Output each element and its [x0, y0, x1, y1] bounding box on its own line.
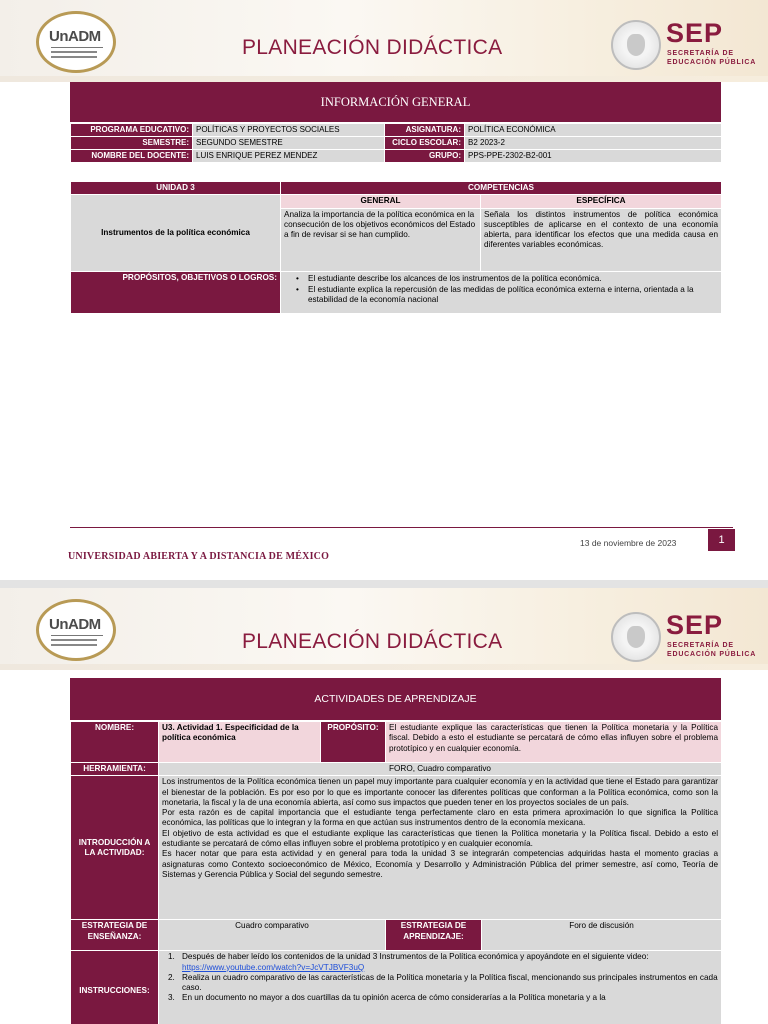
- instruction-text: Después de haber leído los contenidos de la unidad 3 Instrumentos de la Política económica y apoyándote en el siguiente video:: [182, 952, 649, 962]
- estrategia-ensenanza-value: Cuadro comparativo: [159, 920, 386, 951]
- herramienta-value: FORO, Cuadro comparativo: [159, 763, 722, 776]
- unadm-logo: [36, 11, 116, 73]
- propositos-list: [284, 274, 718, 306]
- actividades-table: [70, 721, 722, 1024]
- estrategia-aprendizaje-label: ESTRATEGIA DE APRENDIZAJE:: [386, 920, 482, 951]
- info-row: [71, 150, 722, 163]
- info-label: ASIGNATURA:: [385, 124, 465, 137]
- list-item: • El estudiante describe los alcances de los instrumentos de la política económica.: [284, 274, 718, 284]
- actividades-heading: ACTIVIDADES DE APRENDIZAJE: [70, 678, 721, 720]
- national-seal-icon: [611, 612, 661, 662]
- competencias-table: [70, 181, 722, 314]
- video-link[interactable]: https://www.youtube.com/watch?v=JcVTJBVF3uQ: [182, 962, 365, 972]
- page-number: 1: [708, 529, 735, 551]
- intro-paragraph: El objetivo de esta actividad es que el estudiante explique las características que tienen la Política monetaria y la Política fiscal. Debido a esto el estudiante se percatará de cómo ellas influyen sobre el problema prototípico y en cualquier economía.: [162, 828, 719, 849]
- info-row: [71, 137, 722, 150]
- info-value: B2 2023-2: [465, 137, 722, 150]
- instruction-text: En un documento no mayor a dos cuartillas da tu opinión acerca de cómo considerarías a la Política monetaria y a la: [182, 993, 606, 1003]
- nombre-label: NOMBRE:: [71, 722, 159, 763]
- proposito-label: PROPÓSITO:: [321, 722, 386, 763]
- list-item: [162, 973, 718, 994]
- logo-text: UnADM: [49, 28, 101, 45]
- info-general-heading: INFORMACIÓN GENERAL: [70, 82, 721, 122]
- info-label: CICLO ESCOLAR:: [385, 137, 465, 150]
- competencias-header: COMPETENCIAS: [281, 182, 722, 195]
- national-seal-icon: [611, 20, 661, 70]
- sep-subtitle-1: SECRETARÍA DE: [667, 642, 734, 649]
- info-value: SEGUNDO SEMESTRE: [193, 137, 385, 150]
- footer-divider: [70, 527, 733, 528]
- list-item: [162, 993, 718, 1003]
- intro-text: [159, 776, 722, 920]
- sep-logo-text: SEP: [666, 610, 724, 640]
- sep-subtitle-2: EDUCACIÓN PÚBLICA: [667, 651, 757, 658]
- instrucciones-list: [162, 952, 718, 1003]
- list-number: 2.: [168, 972, 175, 982]
- info-label: SEMESTRE:: [71, 137, 193, 150]
- propositos-label: PROPÓSITOS, OBJETIVOS O LOGROS:: [71, 271, 281, 313]
- info-value: POLÍTICAS Y PROYECTOS SOCIALES: [193, 124, 385, 137]
- info-value: POLÍTICA ECONÓMICA: [465, 124, 722, 137]
- propositos-list-cell: [281, 271, 722, 313]
- footer-date: 13 de noviembre de 2023: [580, 538, 677, 548]
- proposito-value: El estudiante explique las características que tienen la Política monetaria y la Política fiscal. Debido a esto el estudiante se percatará de cómo ellas influyen sobre el problema prototípico y en cualquier economía.: [386, 722, 722, 763]
- intro-label: INTRODUCCIÓN A LA ACTIVIDAD:: [71, 776, 159, 920]
- intro-paragraph: Los instrumentos de la Política económica tienen un papel muy importante para cualquier economía y en la actividad que tiene el Estado para garantizar el bienestar de la población. Es por eso por lo que es importante conocer las diferentes políticas que conforman a la Política económica, como son la monetaria, la fiscal y la de una economía abierta, así como sus impactos que pueden tener en los proyectos sociales de un país.: [162, 777, 719, 807]
- sep-subtitle-1: SECRETARÍA DE: [667, 50, 734, 57]
- nombre-value: U3. Actividad 1. Especificidad de la política económica: [159, 722, 321, 763]
- list-item: • El estudiante explica la repercusión de las medidas de política económica externa e interna, orientada a la estabilidad de la economía nacional: [284, 285, 718, 306]
- info-value: LUIS ENRIQUE PEREZ MENDEZ: [193, 150, 385, 163]
- estrategia-ensenanza-label: ESTRATEGIA DE ENSEÑANZA:: [71, 920, 159, 951]
- info-label: PROGRAMA EDUCATIVO:: [71, 124, 193, 137]
- general-header: GENERAL: [281, 195, 481, 208]
- sep-subtitle-2: EDUCACIÓN PÚBLICA: [667, 59, 757, 66]
- estrategia-aprendizaje-value: Foro de discusión: [482, 920, 722, 951]
- herramienta-label: HERRAMIENTA:: [71, 763, 159, 776]
- list-number: 1.: [168, 952, 175, 962]
- unadm-logo: [36, 599, 116, 661]
- instruction-text: Realiza un cuadro comparativo de las características de la Política monetaria y la Política fiscal, mencionando sus principales instrumentos en cada caso.: [182, 972, 718, 993]
- general-competencia: Analiza la importancia de la política económica en la consecución de los objetivos económicos del Estado a fin de revisar si se han cumplido.: [281, 208, 481, 271]
- unit-name: Instrumentos de la política económica: [71, 195, 281, 271]
- list-item: [162, 952, 718, 973]
- intro-paragraph: Es hacer notar que para esta actividad y en general para toda la unidad 3 se integrarán competencias adquiridas hasta el momento gracias a asignaturas como Contexto socioeconómico de México, Economía y Desarrollo y Administración Pública del primer semestre, así como, Teoría de Sistemas y Gerencia Pública y Social del segundo semestre.: [162, 849, 719, 879]
- document-title: PLANEACIÓN DIDÁCTICA: [242, 36, 503, 59]
- info-general-table: [70, 123, 722, 163]
- page-2: [0, 588, 768, 1024]
- especifica-competencia: Señala los distintos instrumentos de política económica susceptibles de aplicarse en el contexto de una economía abierta, para identificar los efectos que una medida causa en diferentes variables económicas.: [481, 208, 722, 271]
- info-label: GRUPO:: [385, 150, 465, 163]
- footer-university: UNIVERSIDAD ABIERTA Y A DISTANCIA DE MÉXICO: [68, 551, 330, 562]
- especifica-header: ESPECÍFICA: [481, 195, 722, 208]
- page-separator: [0, 580, 768, 588]
- intro-paragraph: Por esta razón es de capital importancia que el estudiante tenga perfectamente claro en esta primera aproximación lo que significa la Política económica, las políticas que lo integran y la forma en que actúan sus instrumentos dentro de la economía mexicana.: [162, 808, 719, 828]
- info-row: [71, 124, 722, 137]
- unit-header: UNIDAD 3: [71, 182, 281, 195]
- logo-text: UnADM: [49, 616, 101, 633]
- sep-logo-text: SEP: [666, 18, 724, 48]
- info-label: NOMBRE DEL DOCENTE:: [71, 150, 193, 163]
- list-number: 3.: [168, 993, 175, 1003]
- instrucciones-label: INSTRUCCIONES:: [71, 951, 159, 1024]
- instrucciones-cell: [159, 951, 722, 1024]
- info-value: PPS-PPE-2302-B2-001: [465, 150, 722, 163]
- document-title: PLANEACIÓN DIDÁCTICA: [242, 630, 503, 653]
